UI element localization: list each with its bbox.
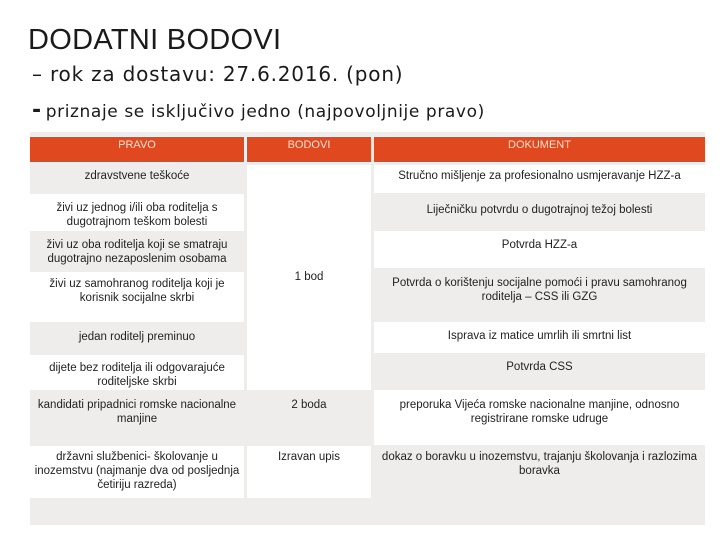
pravo-cell-6: dijete bez roditelja ili odgovarajuće roditeljske skrbi: [49, 362, 225, 388]
note-dash: -: [32, 98, 42, 123]
dokument-cell-5: Isprava iz matice umrlih ili smrtni list: [447, 330, 632, 342]
slide-subtitle-note: [32, 98, 485, 123]
pravo-cell-3: živi uz oba roditelja koji se smatraju dugotrajno nezaposlenim osobama: [46, 239, 228, 265]
pravo-cell-5: jedan roditelj preminuo: [78, 331, 196, 343]
dokument-cell-3: Potvrda HZZ-a: [501, 239, 578, 251]
bodovi-merged: 1 bod: [294, 271, 324, 283]
pravo-cell-1: zdravstvene teškoće: [84, 170, 190, 182]
slide-subtitle-deadline: – rok za dostavu: 27.6.2016. (pon): [32, 62, 404, 86]
dokument-cell-1: Stručno mišljenje za profesionalno usmjeravanje HZZ-a: [398, 170, 681, 182]
dokument-cell-7: preporuka Vijeća romske nacionalne manjine, odnosno registrirane romske udruge: [399, 399, 680, 425]
header-pravo: PRAVO: [30, 137, 244, 162]
bodovi-cell-8-text: Izravan upis: [277, 451, 340, 463]
slide-title: DODATNI BODOVI: [28, 24, 282, 56]
pravo-cell-4: živi uz samohranog roditelja koji je korisnik socijalne skrbi: [49, 278, 225, 304]
dokument-cell-4: Potvrda o korištenju socijalne pomoći i pravu samohranog roditelja – CSS ili GZG: [392, 277, 687, 303]
dokument-cell-2: Liječničku potvrdu o dugotrajnoj težoj bolesti: [426, 204, 653, 216]
dokument-cell-8: dokaz o boravku u inozemstvu, trajanju školovanja i razlozima boravka: [381, 451, 698, 477]
pravo-cell-8: državni službenici- školovanje u inozemstvu (najmanje dva od posljednja četiriju razreda): [34, 451, 240, 491]
dokument-cell-6: Potvrda CSS: [506, 361, 573, 373]
header-bodovi: BODOVI: [247, 137, 371, 162]
header-dokument: DOKUMENT: [374, 137, 705, 162]
bodovi-cell-7: 2 boda: [291, 399, 327, 411]
pravo-cell-7: kandidati pripadnici romske nacionalne manjine: [37, 399, 237, 425]
note-text: priznaje se isključivo jedno (najpovoljnije pravo): [45, 102, 485, 122]
pravo-cell-2: živi uz jednog i/ili oba roditelja s dugotrajnom teškom bolesti: [56, 202, 218, 228]
